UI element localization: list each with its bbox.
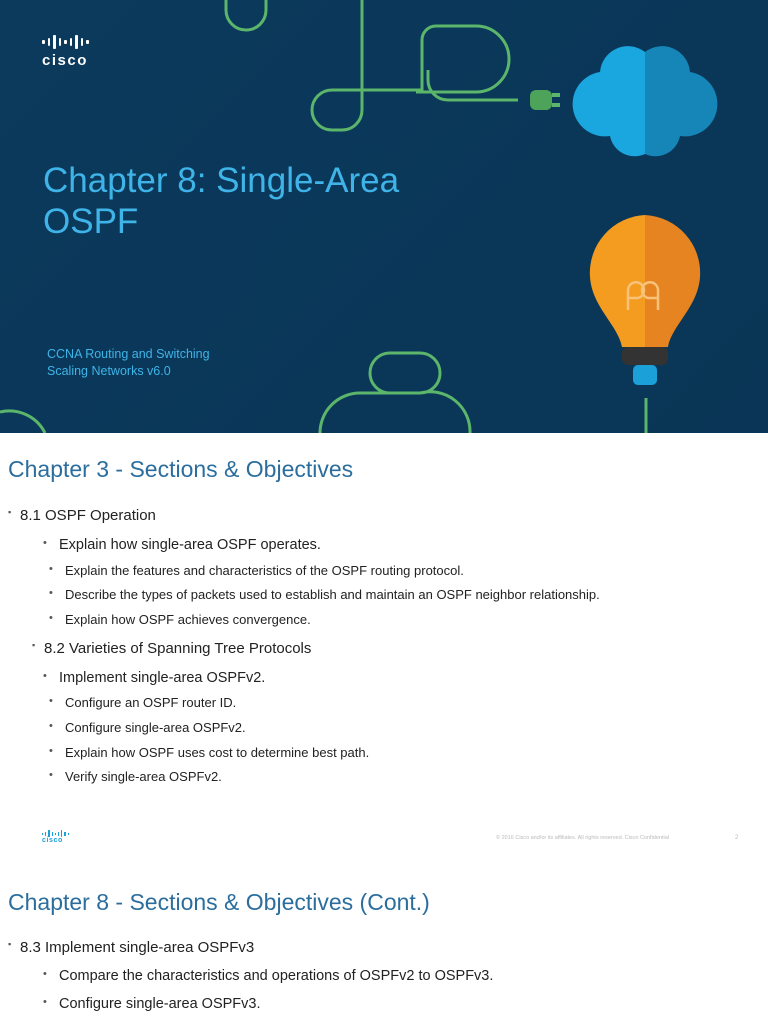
plug-icon (530, 90, 560, 110)
list-item: • Implement single-area OSPFv2. (59, 670, 265, 686)
list-item: ▪ 8.3 Implement single-area OSPFv3 (20, 939, 254, 956)
brain-icon (573, 46, 718, 156)
title-slide (0, 0, 768, 433)
list-item: • Configure single-area OSPFv2. (65, 720, 246, 735)
list-item: • Configure single-area OSPFv3. (59, 996, 261, 1012)
list-item: ▪ 8.2 Varieties of Spanning Tree Protocols (44, 640, 311, 657)
slide-footer (0, 826, 768, 856)
presentation-subtitle: CCNA Routing and Switching Scaling Networks v6.0 (47, 347, 210, 378)
list-item: • Explain how single-area OSPF operates. (59, 537, 321, 553)
list-item: • Verify single-area OSPFv2. (65, 769, 222, 784)
list-item: • Configure an OSPF router ID. (65, 695, 236, 710)
cisco-logo-small: cisco (42, 830, 69, 844)
list-item: ▪ 8.1 OSPF Operation (20, 507, 156, 524)
copyright-text: © 2016 Cisco and/or its affiliates. All rights reserved. Cisco Confidential (496, 835, 670, 841)
list-item: • Describe the types of packets used to establish and maintain an OSPF neighbor relationship. (65, 587, 600, 602)
list-item: • Explain the features and characteristics of the OSPF routing protocol. (65, 563, 464, 578)
presentation-title: Chapter 8: Single-Area OSPF (43, 161, 400, 241)
slide-heading: Chapter 3 - Sections & Objectives (8, 456, 354, 482)
cisco-logo: cisco (42, 34, 89, 69)
list-item: • Explain how OSPF uses cost to determine best path. (65, 745, 369, 760)
list-item: • Compare the characteristics and operations of OSPFv2 to OSPFv3. (59, 968, 493, 984)
page-number: 2 (735, 835, 739, 841)
lightbulb-icon (590, 215, 700, 385)
list-item: • Explain how OSPF achieves convergence. (65, 612, 311, 627)
slide-heading: Chapter 8 - Sections & Objectives (Cont.) (8, 889, 430, 915)
